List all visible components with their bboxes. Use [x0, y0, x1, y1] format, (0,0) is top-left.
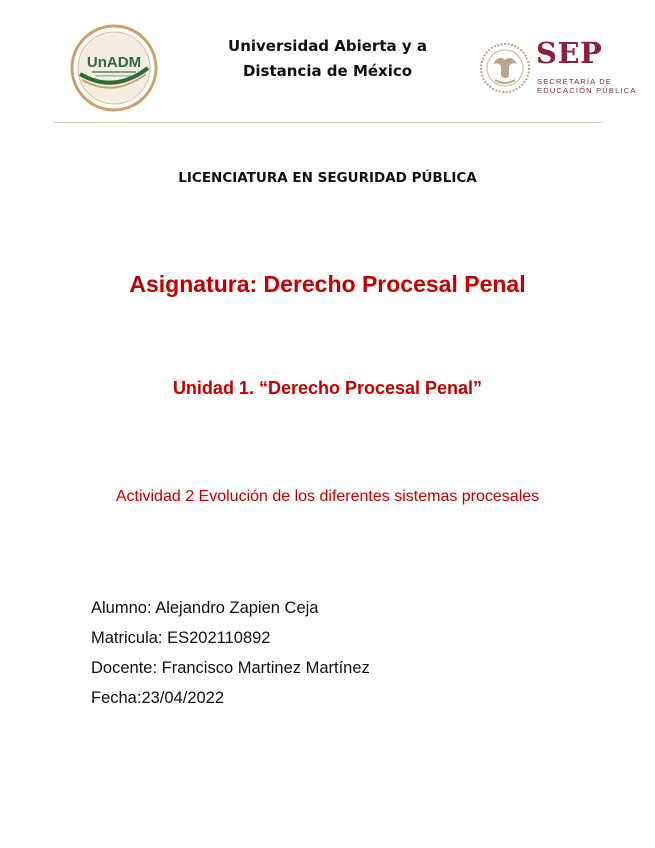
university-name	[190, 34, 465, 84]
teacher-name: Docente: Francisco Martinez Martínez	[91, 659, 370, 677]
university-name-line2: Distancia de México	[242, 62, 413, 80]
enrollment-number: Matricula: ES202110892	[91, 629, 271, 647]
sep-subtitle	[537, 77, 637, 95]
sep-subtitle-line1: SECRETARÍA DE	[537, 77, 613, 86]
subject-title: Asignatura: Derecho Procesal Penal	[129, 271, 526, 297]
sep-subtitle-line2: EDUCACIÓN PÚBLICA	[537, 86, 637, 95]
sep-eagle-seal-icon	[479, 40, 531, 96]
unadm-logo	[70, 24, 158, 112]
activity-title: Actividad 2 Evolución de los diferentes sistemas procesales	[115, 488, 540, 505]
header-divider	[53, 122, 602, 123]
student-info	[91, 593, 370, 713]
degree-title: LICENCIATURA EN SEGURIDAD PÚBLICA	[178, 170, 477, 186]
university-name-line1: Universidad Abierta y a	[228, 37, 427, 55]
sep-logo-text: SEP	[536, 36, 603, 70]
unadm-logo-text: UnADM	[86, 54, 142, 71]
submission-date: Fecha:23/04/2022	[91, 689, 225, 707]
student-name: Alumno: Alejandro Zapien Ceja	[91, 599, 319, 617]
unit-title: Unidad 1. “Derecho Procesal Penal”	[172, 378, 483, 398]
